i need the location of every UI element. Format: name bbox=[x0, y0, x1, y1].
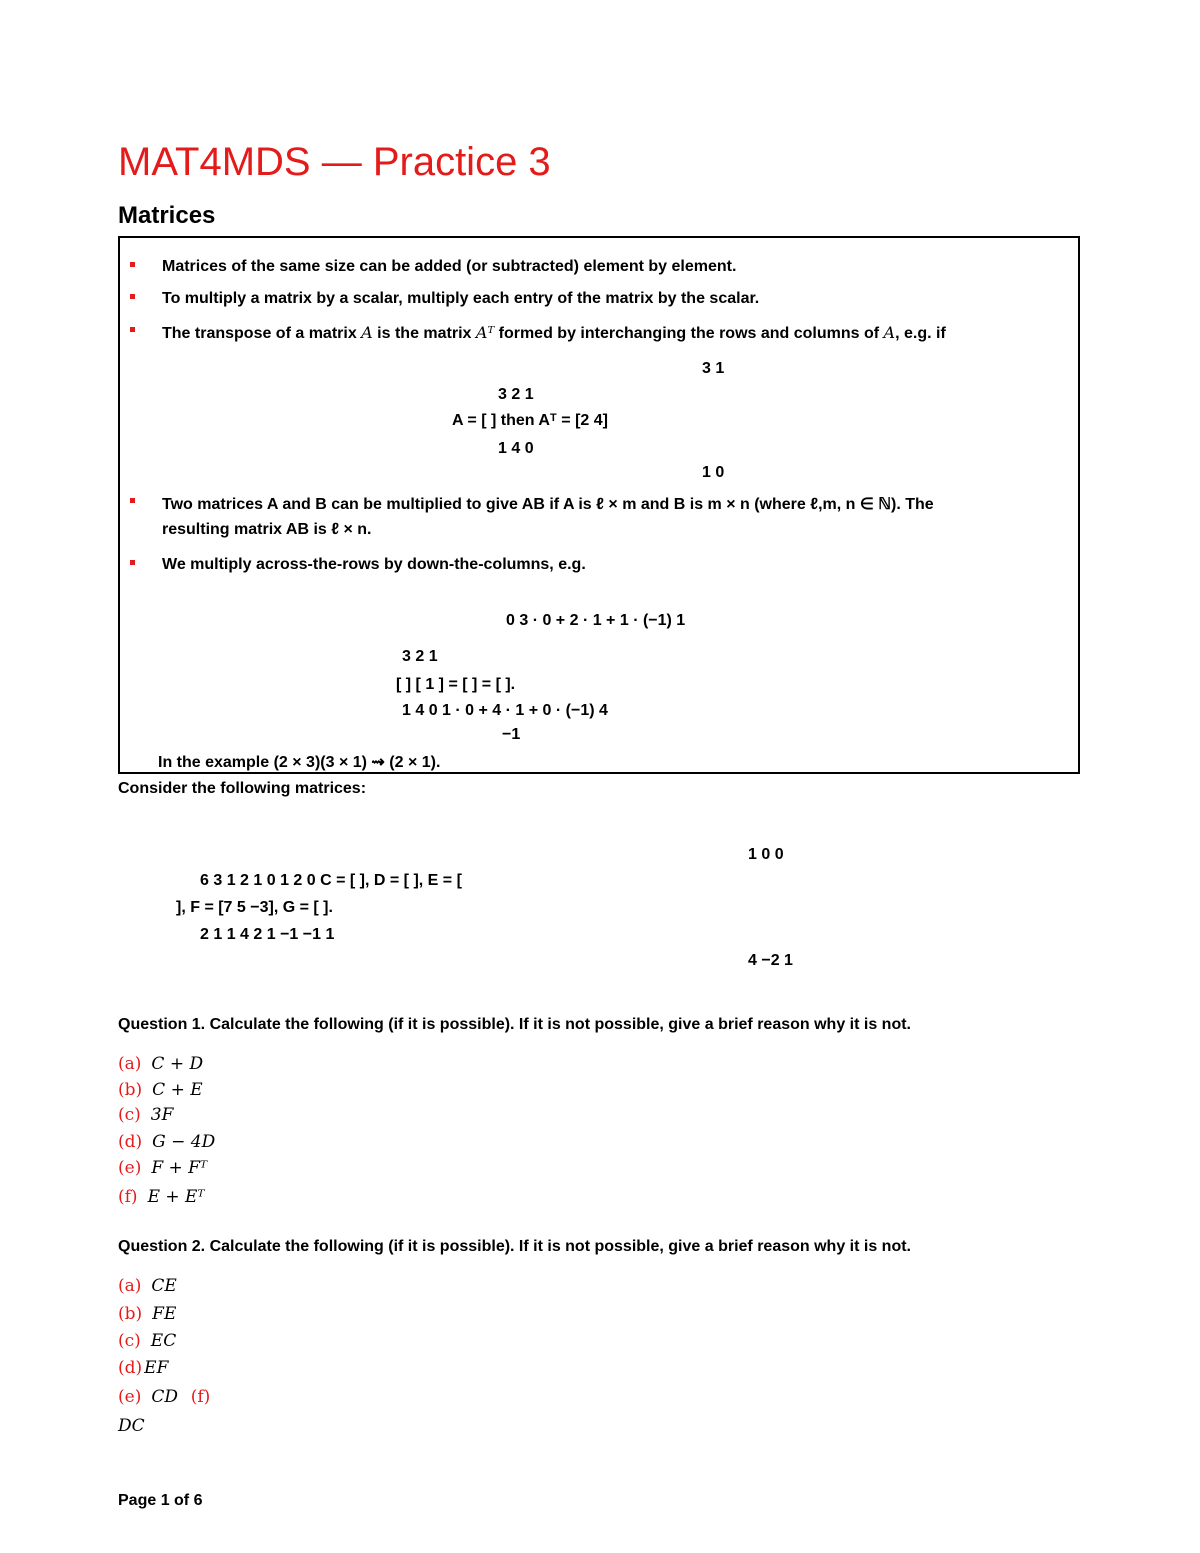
item-label: (a) bbox=[118, 1276, 142, 1296]
bullet-text: , e.g. if bbox=[895, 325, 946, 342]
bullet-text: Two matrices A and B can be multiplied to give AB if A is ℓ × m and B is m × n (where ℓ,m, n ∈ ℕ). The bbox=[162, 496, 934, 513]
item-expression: FE bbox=[152, 1304, 177, 1324]
bullet-marker bbox=[130, 498, 135, 503]
item-expression: C + E bbox=[152, 1080, 203, 1100]
question-1-heading: Question 1. Calculate the following (if it is possible). If it is not possible, give a brief reason why it is not. bbox=[118, 1016, 911, 1033]
bullet-addition bbox=[162, 258, 736, 276]
q1-item-a bbox=[118, 1054, 203, 1074]
mult-row1: 3 2 1 bbox=[402, 648, 438, 665]
q1-item-c bbox=[118, 1105, 173, 1125]
bullet-text: Matrices of the same size can be added (or subtracted) element by element. bbox=[162, 258, 737, 275]
item-expression: EC bbox=[150, 1331, 177, 1351]
q1-item-d bbox=[118, 1132, 215, 1152]
page-footer: Page 1 of 6 bbox=[118, 1492, 203, 1509]
q2-item-f-expression bbox=[118, 1416, 145, 1436]
item-label: (e) bbox=[118, 1158, 142, 1178]
matrices-line1: 6 3 1 2 1 0 1 2 0 C = [ ], D = [ ], E = [ bbox=[200, 872, 462, 889]
bullet-text: The transpose of a matrix bbox=[162, 325, 362, 342]
item-label: (e) bbox=[118, 1387, 142, 1407]
bullet-marker bbox=[130, 327, 135, 332]
item-expression: G − 4D bbox=[152, 1132, 216, 1152]
matrices-line3: 2 1 1 4 2 1 −1 −1 1 bbox=[200, 926, 335, 943]
mult-equation: [ ] [ 1 ] = [ ] = [ ]. bbox=[396, 676, 516, 693]
bullet-marker bbox=[130, 262, 135, 267]
transpose-a-row1: 3 2 1 bbox=[498, 386, 534, 403]
transpose-a-row2: 1 4 0 bbox=[498, 440, 534, 457]
item-label: (f) bbox=[118, 1187, 138, 1207]
item-expression: CE bbox=[151, 1276, 177, 1296]
item-label: (b) bbox=[118, 1080, 143, 1100]
bullet-text: We multiply across-the-rows by down-the-columns, e.g. bbox=[162, 556, 586, 573]
item-expression: EF bbox=[144, 1358, 169, 1378]
mult-bottom-line: −1 bbox=[502, 726, 521, 743]
q1-item-f bbox=[118, 1187, 205, 1207]
item-label: (f) bbox=[190, 1387, 211, 1407]
item-label: (b) bbox=[118, 1304, 143, 1324]
bullet-transpose bbox=[162, 323, 946, 343]
page-title: MAT4MDS — Practice 3 bbox=[118, 140, 551, 184]
transpose-at-row1: 3 1 bbox=[702, 360, 725, 377]
matrices-top-line: 1 0 0 bbox=[748, 846, 784, 863]
item-expression: CD bbox=[151, 1387, 178, 1407]
bullet-text: To multiply a matrix by a scalar, multiply each entry of the matrix by the scalar. bbox=[162, 290, 760, 307]
transpose-at-row3: 1 0 bbox=[702, 464, 725, 481]
item-expression: E + Eᵀ bbox=[147, 1187, 205, 1207]
bullet-text: resulting matrix AB is ℓ × n. bbox=[162, 521, 372, 538]
question-2-heading: Question 2. Calculate the following (if it is possible). If it is not possible, give a brief reason why it is not. bbox=[118, 1238, 911, 1255]
item-label: (a) bbox=[118, 1054, 142, 1074]
item-label: (c) bbox=[118, 1105, 141, 1125]
item-label: (c) bbox=[118, 1331, 141, 1351]
math-symbol: A bbox=[361, 323, 373, 342]
math-symbol: A bbox=[883, 323, 896, 342]
item-label: (d) bbox=[118, 1132, 143, 1152]
q1-item-b bbox=[118, 1080, 203, 1100]
q1-item-e bbox=[118, 1158, 207, 1178]
item-expression: F + Fᵀ bbox=[151, 1158, 208, 1178]
summary-box bbox=[118, 236, 1080, 774]
bullet-text: is the matrix bbox=[372, 325, 476, 342]
item-expression: 3F bbox=[150, 1105, 174, 1125]
matrices-bottom-line: 4 −2 1 bbox=[748, 952, 793, 969]
matrices-line2: ], F = [7 5 −3], G = [ ]. bbox=[176, 899, 333, 916]
bullet-marker bbox=[130, 294, 135, 299]
bullet-rows-columns bbox=[162, 556, 586, 574]
q2-item-a bbox=[118, 1276, 177, 1296]
bullet-multiplication bbox=[162, 494, 934, 514]
q2-item-d bbox=[118, 1358, 168, 1378]
bullet-marker bbox=[130, 560, 135, 565]
q2-item-e-f bbox=[118, 1387, 210, 1407]
example-line: In the example (2 × 3)(3 × 1) ⇝ (2 × 1). bbox=[158, 754, 441, 771]
item-label: (d) bbox=[118, 1358, 143, 1378]
consider-text: Consider the following matrices: bbox=[118, 780, 367, 797]
transpose-equation: A = [ ] then Aᵀ = [2 4] bbox=[452, 412, 608, 429]
bullet-scalar bbox=[162, 290, 759, 308]
item-expression: DC bbox=[118, 1416, 145, 1436]
section-heading: Matrices bbox=[118, 202, 216, 229]
q2-item-c bbox=[118, 1331, 176, 1351]
bullet-multiplication-cont bbox=[162, 521, 372, 539]
math-symbol: Aᵀ bbox=[475, 323, 495, 342]
q2-item-b bbox=[118, 1304, 176, 1324]
item-expression: C + D bbox=[151, 1054, 204, 1074]
bullet-text: formed by interchanging the rows and columns of bbox=[494, 325, 884, 342]
mult-row2: 1 4 0 1 · 0 + 4 · 1 + 0 · (−1) 4 bbox=[402, 702, 608, 719]
mult-top-line: 0 3 · 0 + 2 · 1 + 1 · (−1) 1 bbox=[506, 612, 686, 629]
